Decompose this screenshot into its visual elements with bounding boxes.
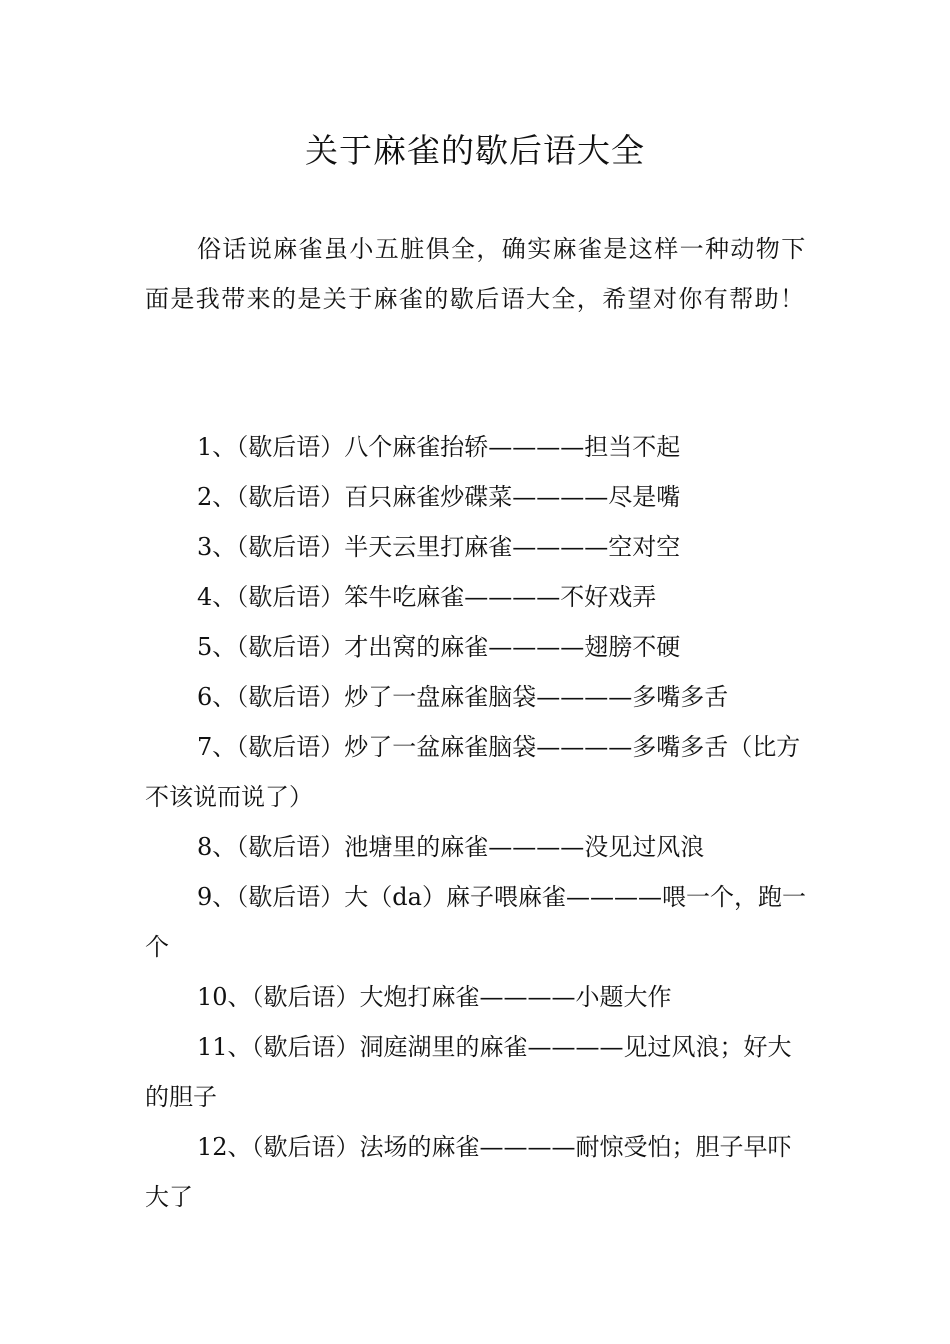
intro-paragraph: 俗话说麻雀虽小五脏俱全，确实麻雀是这样一种动物下面是我带来的是关于麻雀的歇后语大全，希望对你有帮助！ [145,235,807,313]
list-item: 3、（歇后语）半天云里打麻雀————空对空 [197,533,681,561]
saying-list [145,422,809,1222]
page-title: 关于麻雀的歇后语大全 [305,131,645,170]
list-item: 2、（歇后语）百只麻雀炒碟菜————尽是嘴 [197,483,681,511]
list-item: 12、（歇后语）法场的麻雀————耐惊受怕；胆子早吓大了 [145,1133,792,1211]
list-item: 8、（歇后语）池塘里的麻雀————没见过风浪 [197,833,705,861]
list-item: 1、（歇后语）八个麻雀抬轿————担当不起 [197,433,681,461]
list-item: 10、（歇后语）大炮打麻雀————小题大作 [197,983,672,1011]
list-item: 4、（歇后语）笨牛吃麻雀————不好戏弄 [197,583,657,611]
list-item: 9、（歇后语）大（da）麻子喂麻雀————喂一个，跑一个 [145,883,806,961]
list-item: 11、（歇后语）洞庭湖里的麻雀————见过风浪；好大的胆子 [145,1033,792,1111]
list-item: 5、（歇后语）才出窝的麻雀————翅膀不硬 [197,633,681,661]
list-item: 6、（歇后语）炒了一盘麻雀脑袋————多嘴多舌 [197,683,729,711]
list-item: 7、（歇后语）炒了一盆麻雀脑袋————多嘴多舌（比方不该说而说了） [145,733,801,811]
